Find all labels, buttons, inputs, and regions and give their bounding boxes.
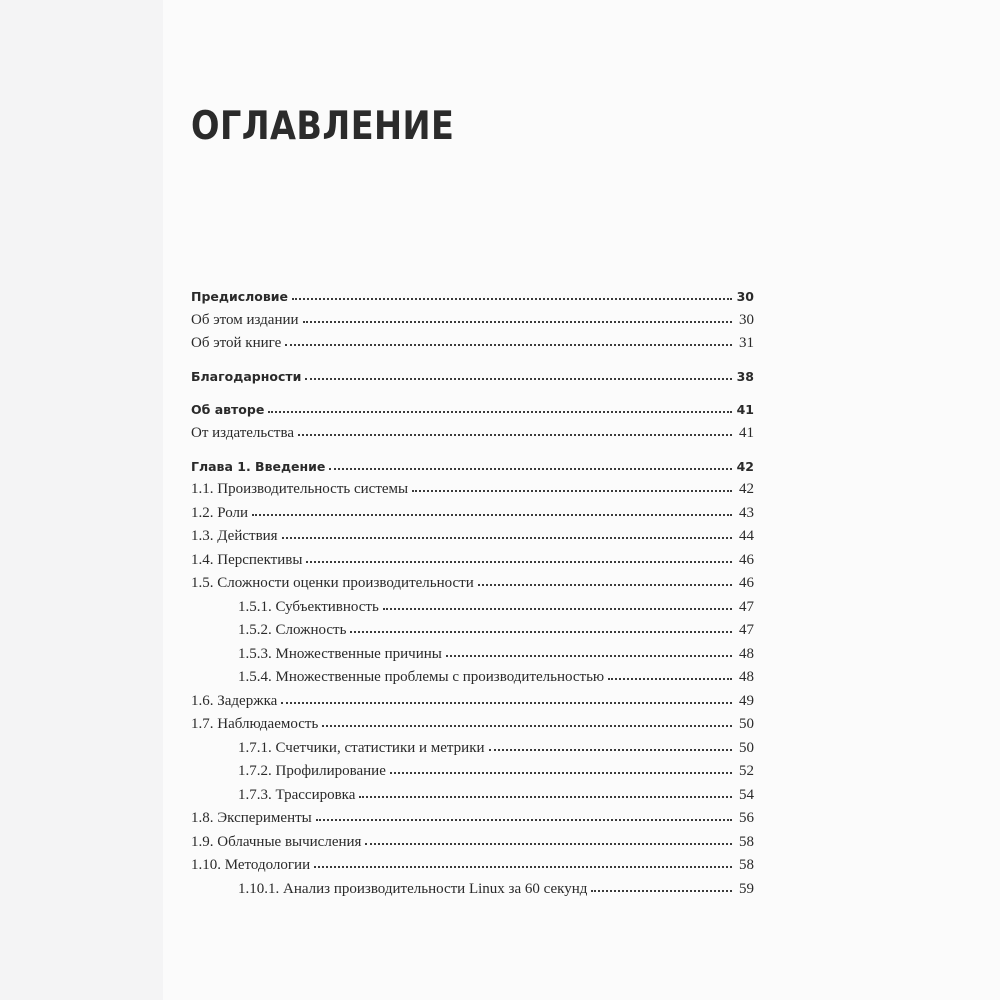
toc-entry xyxy=(191,285,754,309)
toc-entry-title: 1.8. Эксперименты xyxy=(191,810,312,826)
dot-leader xyxy=(298,431,732,436)
toc-entry-page-number: 49 xyxy=(739,692,754,709)
dot-leader xyxy=(591,887,732,892)
toc-entry-page-number: 59 xyxy=(739,880,754,897)
toc-entry-page-number: 46 xyxy=(739,575,754,591)
toc-entry xyxy=(191,807,754,831)
toc-entry-title: 1.7. Наблюдаемость xyxy=(191,716,319,732)
toc-entry xyxy=(191,619,754,643)
dot-leader xyxy=(281,699,732,704)
dot-leader xyxy=(383,605,732,610)
dot-leader xyxy=(322,722,732,727)
page-margin xyxy=(0,0,163,1000)
dot-leader xyxy=(608,675,732,680)
toc-entry xyxy=(191,690,754,714)
toc-entry xyxy=(191,502,754,526)
toc-entry-page-number: 41 xyxy=(739,424,754,441)
dot-leader xyxy=(412,487,732,492)
toc-entry-title: 1.10.1. Анализ производительности Linux за 60 секунд xyxy=(238,880,588,897)
toc-entry-page-number: 30 xyxy=(736,289,754,304)
toc-entry-page-number: 58 xyxy=(739,833,754,850)
toc-entry-page-number: 44 xyxy=(739,528,754,544)
toc-entry-page-number: 41 xyxy=(736,402,754,417)
table-of-contents xyxy=(191,285,754,901)
toc-entry-title: Предисловие xyxy=(191,289,289,304)
toc-entry-title: 1.5.4. Множественные проблемы с производительностью xyxy=(238,669,605,685)
toc-entry-page-number: 31 xyxy=(739,335,754,351)
toc-entry-title: Об авторе xyxy=(191,402,265,417)
toc-entry xyxy=(191,525,754,549)
toc-entry-page-number: 42 xyxy=(739,481,754,497)
dot-leader xyxy=(489,746,732,751)
toc-entry-page-number: 50 xyxy=(739,716,754,732)
toc-entry-title: 1.5.1. Субъективность xyxy=(238,598,379,615)
toc-entry-title: Об этой книге xyxy=(191,335,282,351)
dot-leader xyxy=(390,769,732,774)
toc-entry xyxy=(191,737,754,761)
dot-leader xyxy=(478,581,732,586)
toc-entry xyxy=(191,332,754,356)
toc-entry-title: 1.7.1. Счетчики, статистики и метрики xyxy=(238,739,485,756)
toc-entry xyxy=(191,784,754,808)
toc-entry xyxy=(191,854,754,878)
toc-entry-page-number: 38 xyxy=(736,369,754,384)
dot-leader xyxy=(268,408,732,413)
toc-entry xyxy=(191,643,754,667)
toc-entry xyxy=(191,831,754,855)
toc-entry-title: 1.5. Сложности оценки производительности xyxy=(191,575,474,591)
dot-leader xyxy=(350,628,732,633)
toc-entry xyxy=(191,713,754,737)
toc-entry-page-number: 58 xyxy=(739,857,754,873)
dot-leader xyxy=(285,341,732,346)
toc-entry-page-number: 56 xyxy=(739,810,754,826)
toc-entry xyxy=(191,760,754,784)
toc-entry xyxy=(191,455,754,479)
toc-entry xyxy=(191,309,754,333)
toc-entry-page-number: 43 xyxy=(739,504,754,521)
toc-entry-page-number: 46 xyxy=(739,551,754,568)
toc-entry-title: Благодарности xyxy=(191,369,302,384)
toc-entry-title: 1.3. Действия xyxy=(191,528,278,544)
toc-entry-title: Об этом издании xyxy=(191,311,299,328)
toc-entry-title: 1.4. Перспективы xyxy=(191,551,303,568)
page-title: ОГЛАВЛЕНИЕ xyxy=(191,104,455,149)
toc-entry xyxy=(191,878,754,902)
toc-entry-title: 1.10. Методологии xyxy=(191,857,311,873)
toc-entry xyxy=(191,365,754,389)
dot-leader xyxy=(282,534,732,539)
toc-entry-title: 1.5.3. Множественные причины xyxy=(238,645,442,662)
dot-leader xyxy=(365,840,732,845)
toc-entry-page-number: 48 xyxy=(739,669,754,685)
dot-leader xyxy=(252,511,732,516)
toc-entry-page-number: 42 xyxy=(736,458,754,474)
toc-entry-page-number: 52 xyxy=(739,763,754,779)
dot-leader xyxy=(303,318,732,323)
dot-leader xyxy=(359,793,732,798)
toc-entry-title: Глава 1. Введение xyxy=(191,458,326,474)
toc-entry-page-number: 48 xyxy=(739,645,754,662)
toc-entry-page-number: 47 xyxy=(739,598,754,615)
dot-leader xyxy=(305,375,732,380)
dot-leader xyxy=(314,863,732,868)
toc-entry-title: 1.5.2. Сложность xyxy=(238,622,347,638)
toc-entry xyxy=(191,572,754,596)
toc-entry-title: 1.2. Роли xyxy=(191,504,249,521)
toc-entry-page-number: 30 xyxy=(739,311,754,328)
toc-entry-title: 1.1. Производительность системы xyxy=(191,481,409,497)
dot-leader xyxy=(329,465,732,470)
toc-entry xyxy=(191,478,754,502)
dot-leader xyxy=(292,295,732,300)
toc-entry-title: 1.7.3. Трассировка xyxy=(238,786,356,803)
toc-entry xyxy=(191,422,754,446)
toc-entry xyxy=(191,549,754,573)
dot-leader xyxy=(306,558,732,563)
toc-entry-title: 1.9. Облачные вычисления xyxy=(191,833,362,850)
toc-entry-page-number: 54 xyxy=(739,786,754,803)
toc-entry-title: От издательства xyxy=(191,424,295,441)
toc-entry xyxy=(191,666,754,690)
toc-entry-page-number: 47 xyxy=(739,622,754,638)
dot-leader xyxy=(446,652,732,657)
dot-leader xyxy=(316,816,732,821)
toc-entry-page-number: 50 xyxy=(739,739,754,756)
toc-entry xyxy=(191,398,754,422)
toc-entry-title: 1.7.2. Профилирование xyxy=(238,763,386,779)
toc-entry-title: 1.6. Задержка xyxy=(191,692,278,709)
toc-entry xyxy=(191,596,754,620)
